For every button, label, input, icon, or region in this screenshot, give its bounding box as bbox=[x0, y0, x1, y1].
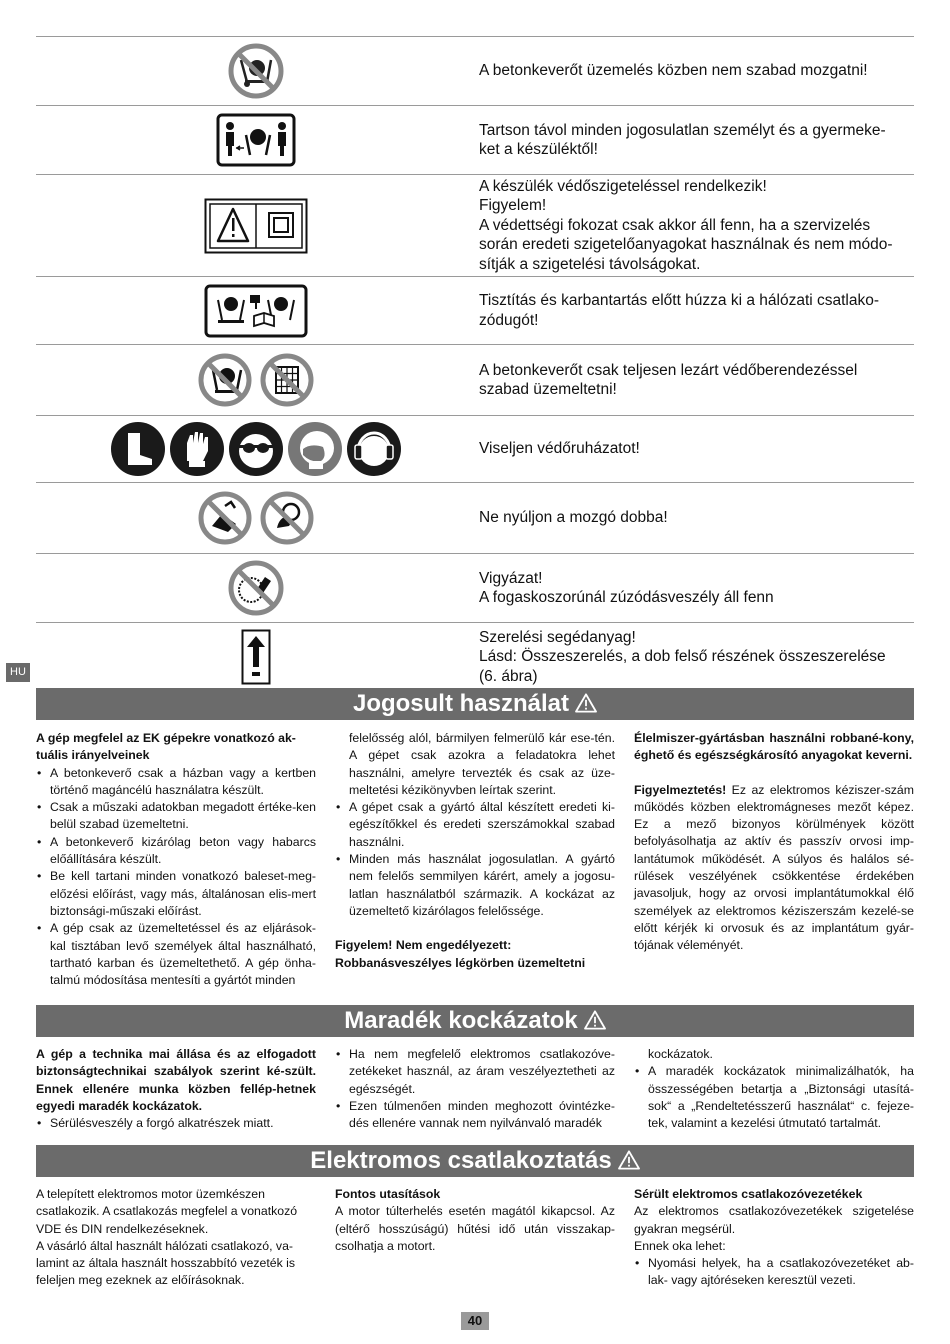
col-heading: A gép a technika mai állása és az elfogadott biztonságtechnikai szabályok szerint ké-szült. Ennek ellenére munka közben fellép-hetnek egyedi maradék kockázatok. bbox=[36, 1047, 316, 1113]
crush-gear-ring-icon bbox=[227, 559, 285, 617]
no-hand-in-drum-icon bbox=[197, 490, 253, 546]
list-item: • Sérülésveszély a forgó alkatrészek miatt. bbox=[36, 1115, 316, 1132]
section-title: Jogosult használat bbox=[352, 690, 570, 717]
safety-row-text: Tartson távol minden jogosulatlan személyt és a gyermeke- ket a készüléktől! bbox=[479, 121, 886, 158]
list-item: • A maradék kockázatok minimalizálhatók, ha összességében betartja a „Biztonsági utasítá-sok“ a „Rendeltetésszerű használat“ c. fejeze-tek, valamint a kezelési útmutató tartalmát. bbox=[634, 1063, 914, 1132]
paragraph: kockázatok. bbox=[648, 1047, 713, 1061]
safety-row-text: Ne nyúljon a mozgó dobba! bbox=[479, 509, 668, 527]
warning-double-insulation-icon bbox=[204, 198, 308, 254]
no-grid-removal-icon bbox=[259, 352, 315, 408]
col-heading: A gép megfelel az EK gépekre vonatkozó ak- tuális irányelveinek bbox=[36, 731, 296, 763]
page-number: 40 bbox=[461, 1312, 489, 1330]
list-item: • A betonkeverő csak a házban vagy a kertben történő magáncélú használatra készült. bbox=[36, 765, 316, 800]
safety-row bbox=[36, 553, 914, 622]
safety-row bbox=[36, 622, 914, 692]
note-heading: Figyelem! Nem engedélyezett: Robbanásveszélyes légkörben üzemeltetni bbox=[335, 938, 586, 970]
residual-risks-col1 bbox=[36, 1046, 316, 1132]
list-item: • Minden más használat jogosulatlan. A gyártó nem felelős semmilyen kárért, amely a jogosu-latlan használatból származik. A kockázat az üzemeltető kizárólagos felelőssége. bbox=[335, 851, 615, 920]
intended-use-col2 bbox=[335, 730, 615, 972]
safety-row bbox=[36, 276, 914, 344]
no-open-guard-icon bbox=[197, 352, 253, 408]
assembly-aid-arrow-icon bbox=[241, 629, 271, 685]
safety-row-text: Tisztítás és karbantartás előtt húzza ki a hálózati csatlako- zódugót! bbox=[479, 292, 880, 329]
electrical-col3 bbox=[634, 1186, 914, 1290]
electrical-col2 bbox=[335, 1186, 615, 1255]
electrical-col1 bbox=[36, 1186, 316, 1290]
warning-triangle-icon bbox=[584, 1010, 606, 1030]
safety-goggles-icon bbox=[228, 421, 284, 477]
safety-row bbox=[36, 105, 914, 174]
keep-people-away-icon bbox=[216, 113, 296, 167]
no-moving-mixer-icon bbox=[227, 42, 285, 100]
unplug-before-maintenance-icon bbox=[204, 284, 308, 338]
warning-label: Figyelmeztetés! bbox=[634, 782, 727, 797]
safety-row-text: A készülék védőszigeteléssel rendelkezik! Figyelem! A védettségi fokozat csak akkor áll fenn, ha a szervizelés során eredeti szigetelőanyagokat használnak és nem módo- sítják a szigetelési távolságokat. bbox=[479, 177, 893, 273]
safety-row-text: A betonkeverőt csak teljesen lezárt védőberendezéssel szabad üzemeltetni! bbox=[479, 361, 858, 398]
residual-risks-col3 bbox=[634, 1046, 914, 1132]
section-title: Elektromos csatlakoztatás bbox=[310, 1147, 612, 1174]
paragraph: Az elektromos csatlakozóvezetékek szigetelése gyakran megsérül. bbox=[634, 1204, 914, 1236]
ear-protection-icon bbox=[346, 421, 402, 477]
section-bar-residual-risks bbox=[36, 1005, 914, 1037]
language-tab: HU bbox=[6, 663, 30, 682]
warning-triangle-icon bbox=[575, 693, 597, 713]
list-item: • Csak a műszaki adatokban megadott értéke-ken belül szabad üzemeltetni. bbox=[36, 799, 316, 834]
safety-row-text: Viseljen védőruházatot! bbox=[479, 440, 640, 458]
intended-use-col3 bbox=[634, 730, 914, 955]
safety-row bbox=[36, 174, 914, 276]
no-reach-drum-icon bbox=[259, 490, 315, 546]
safety-gloves-icon bbox=[169, 421, 225, 477]
list-item: • Ezen túlmenően minden meghozott óvintézke-dés ellenére vannak nem nyilvánvaló maradék bbox=[335, 1098, 615, 1133]
paragraph: A motor túlterhelés esetén magától kikapcsol. Az (eltérő hosszúságú) hűtési idő után visszakap-csolhatja a motort. bbox=[335, 1204, 615, 1253]
paragraph: A vásárló által használt hálózati csatlakozó, va-lamint az általa használt hosszabbító vezeték is feleljen meg ezeknek az előírásoknak. bbox=[36, 1238, 296, 1288]
section-bar-intended-use bbox=[36, 688, 914, 720]
residual-risks-col2 bbox=[335, 1046, 615, 1132]
safety-boots-icon bbox=[110, 421, 166, 477]
col-heading: Sérült elektromos csatlakozóvezetékek bbox=[634, 1187, 863, 1201]
list-item: • A betonkeverő kizárólag beton vagy habarcs előállítására készült. bbox=[36, 834, 316, 869]
safety-row-text: Szerelési segédanyag! Lásd: Összeszerelés, a dob felső részének összeszerelése (6. ábra) bbox=[479, 628, 886, 685]
safety-symbol-table bbox=[36, 36, 914, 692]
col-heading: Fontos utasítások bbox=[335, 1187, 441, 1201]
section-title: Maradék kockázatok bbox=[344, 1007, 578, 1034]
dust-mask-icon bbox=[287, 421, 343, 477]
list-item: • A gép csak az üzemeltetéssel és az eljárások-kal tisztában levő személyek által használható, tartható karban és üzemeltethető. A gép önha-talmú módosítása mentesíti a gyártót minden bbox=[36, 920, 316, 989]
list-item: • Nyomási helyek, ha a csatlakozóvezetéket ab-lak- vagy ajtóréseken keresztül vezeti. bbox=[634, 1255, 914, 1290]
list-item: • Be kell tartani minden vonatkozó baleset-meg-előzési előírást, vagy más, általánosan elis-mert biztonsági-műszaki előírást. bbox=[36, 868, 316, 920]
intended-use-col1 bbox=[36, 730, 316, 989]
paragraph: felelősség alól, bármilyen felmerülő kár ese-tén. A gépet csak azokra a feladatokra lehet használni, amelyre tervezték és csak az üze-meltetési kézikönyvben leírtak szerint. bbox=[349, 731, 615, 797]
list-item: • Ha nem megfelelő elektromos csatlakozóve-zetékeket használ, az áram veszélyeztetheti az egészségét. bbox=[335, 1046, 615, 1098]
list-item: • A gépet csak a gyártó által készített eredeti ki-egészítőkkel és eredeti szerszámokkal szabad használni. bbox=[335, 799, 615, 851]
paragraph: Ez az elektromos kéziszer-szám működés közben elektromágneses mezőt képez. Ez a mező bizonyos körülmények között befolyásolhatja az aktív és passzív orvosi imp-lantátumok működését. A súlyos és halálos sé-rülések veszélyének csökkentése érdekében javasoljuk, hogy az orvosi implantátumokkal élő személyek az elektromos kéziszerszám kezelé-se előtt kérjék ki orvosuk és az implantátum gyár-tójának véleményét. bbox=[634, 782, 914, 953]
paragraph: Ennek oka lehet: bbox=[634, 1238, 726, 1253]
paragraph: A telepített elektromos motor üzemkészen csatlakozik. A csatlakozás megfelel a vonatkozó VDE és DIN rendelkezéseknek. bbox=[36, 1187, 298, 1236]
safety-row-text: A betonkeverőt üzemelés közben nem szabad mozgatni! bbox=[479, 62, 868, 80]
safety-row bbox=[36, 415, 914, 482]
safety-row bbox=[36, 344, 914, 415]
section-bar-electrical bbox=[36, 1145, 914, 1177]
safety-row-text: Vigyázat! A fogaskoszorúnál zúzódásveszély áll fenn bbox=[479, 569, 774, 606]
col-heading: Élelmiszer-gyártásban használni robbané-kony, éghető és egészségkárosító anyagokat keverni. bbox=[634, 731, 914, 763]
safety-row bbox=[36, 482, 914, 553]
warning-triangle-icon bbox=[618, 1150, 640, 1170]
safety-row bbox=[36, 36, 914, 105]
